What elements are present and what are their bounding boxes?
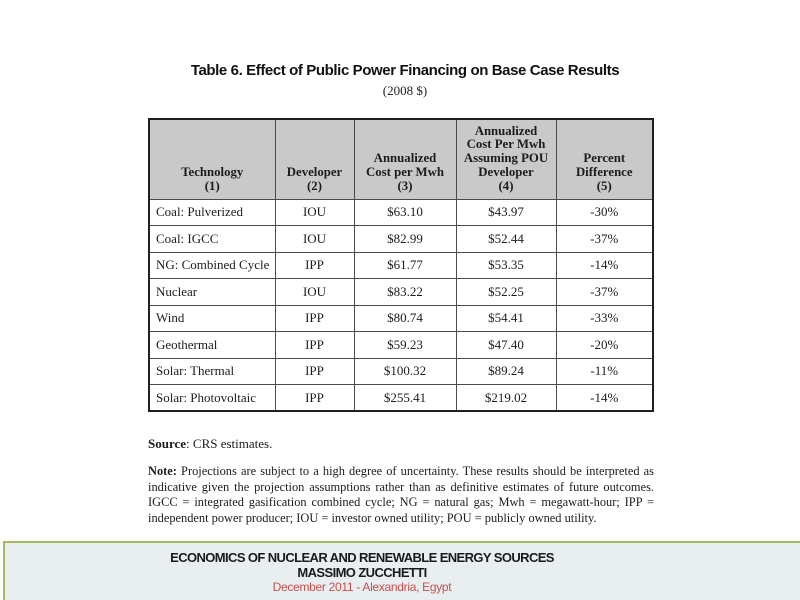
cell-pct-diff: -30% (556, 199, 653, 226)
cell-cost-per-mwh: $80.74 (354, 305, 456, 332)
cell-cost-per-mwh: $59.23 (354, 332, 456, 359)
footer-date-location: December 2011 - Alexandria, Egypt (272, 580, 452, 594)
cell-developer: IPP (275, 305, 354, 332)
cell-pct-diff: -37% (556, 226, 653, 253)
table-row (149, 226, 653, 253)
cell-cost-pou: $52.25 (456, 279, 556, 306)
cell-cost-pou: $219.02 (456, 385, 556, 412)
cell-pct-diff: -14% (556, 252, 653, 279)
cell-cost-per-mwh: $61.77 (354, 252, 456, 279)
cell-developer: IOU (275, 226, 354, 253)
cell-cost-pou: $89.24 (456, 358, 556, 385)
cell-pct-diff: -37% (556, 279, 653, 306)
cell-technology: NG: Combined Cycle (149, 252, 275, 279)
footer-bar (3, 541, 800, 600)
cell-pct-diff: -11% (556, 358, 653, 385)
table-row (149, 252, 653, 279)
cell-cost-per-mwh: $82.99 (354, 226, 456, 253)
table-row (149, 358, 653, 385)
cell-developer: IOU (275, 279, 354, 306)
note-label: Note: (148, 464, 177, 478)
cell-cost-pou: $47.40 (456, 332, 556, 359)
col-header-annualized-cost: Annualized Cost per Mwh (3) (354, 119, 456, 199)
cell-pct-diff: -20% (556, 332, 653, 359)
cell-cost-per-mwh: $83.22 (354, 279, 456, 306)
col-header-developer: Developer (2) (275, 119, 354, 199)
note-paragraph (148, 464, 654, 526)
footer-presentation-title: ECONOMICS OF NUCLEAR AND RENEWABLE ENERGY SOURCES (170, 550, 554, 565)
table-row (149, 385, 653, 412)
cell-technology: Nuclear (149, 279, 275, 306)
slide-subtitle: (2008 $) (382, 83, 428, 98)
cell-cost-per-mwh: $63.10 (354, 199, 456, 226)
source-note (148, 436, 272, 452)
cell-cost-pou: $43.97 (456, 199, 556, 226)
slide-title: Table 6. Effect of Public Power Financing on Base Case Results (190, 62, 620, 79)
cell-developer: IPP (275, 332, 354, 359)
cell-cost-per-mwh: $100.32 (354, 358, 456, 385)
col-header-technology: Technology (1) (149, 119, 275, 199)
cell-cost-pou: $53.35 (456, 252, 556, 279)
cell-technology: Solar: Thermal (149, 358, 275, 385)
table-row (149, 199, 653, 226)
note-text: Projections are subject to a high degree of uncertainty. These results should be interpreted as indicative given the projection assumptions rather than as definitive estimates of future outcomes. IGCC = integrated gasification combined cycle; NG = natural gas; Mwh = megawatt-hour; IPP = independent power producer; IOU = investor owned utility; POU = publicly owned utility. (148, 464, 654, 525)
cell-technology: Geothermal (149, 332, 275, 359)
source-text: : CRS estimates. (186, 436, 273, 451)
cell-developer: IPP (275, 358, 354, 385)
table-row (149, 279, 653, 306)
cell-pct-diff: -33% (556, 305, 653, 332)
col-header-pou-cost: Annualized Cost Per Mwh Assuming POU Developer (4) (456, 119, 556, 199)
cell-cost-pou: $52.44 (456, 226, 556, 253)
col-header-percent-difference: Percent Difference (5) (556, 119, 653, 199)
table-row (149, 305, 653, 332)
table-header-row (149, 119, 653, 199)
results-table (148, 118, 654, 412)
cell-technology: Coal: IGCC (149, 226, 275, 253)
cell-developer: IOU (275, 199, 354, 226)
cell-cost-pou: $54.41 (456, 305, 556, 332)
source-label: Source (148, 436, 187, 451)
footer-author: MASSIMO ZUCCHETTI (297, 565, 427, 580)
cell-technology: Wind (149, 305, 275, 332)
cell-cost-per-mwh: $255.41 (354, 385, 456, 412)
cell-technology: Solar: Photovoltaic (149, 385, 275, 412)
cell-developer: IPP (275, 385, 354, 412)
cell-technology: Coal: Pulverized (149, 199, 275, 226)
cell-pct-diff: -14% (556, 385, 653, 412)
title-block (0, 61, 800, 99)
table-row (149, 332, 653, 359)
cell-developer: IPP (275, 252, 354, 279)
results-table-wrap (148, 118, 654, 412)
footer-inner (5, 543, 719, 595)
